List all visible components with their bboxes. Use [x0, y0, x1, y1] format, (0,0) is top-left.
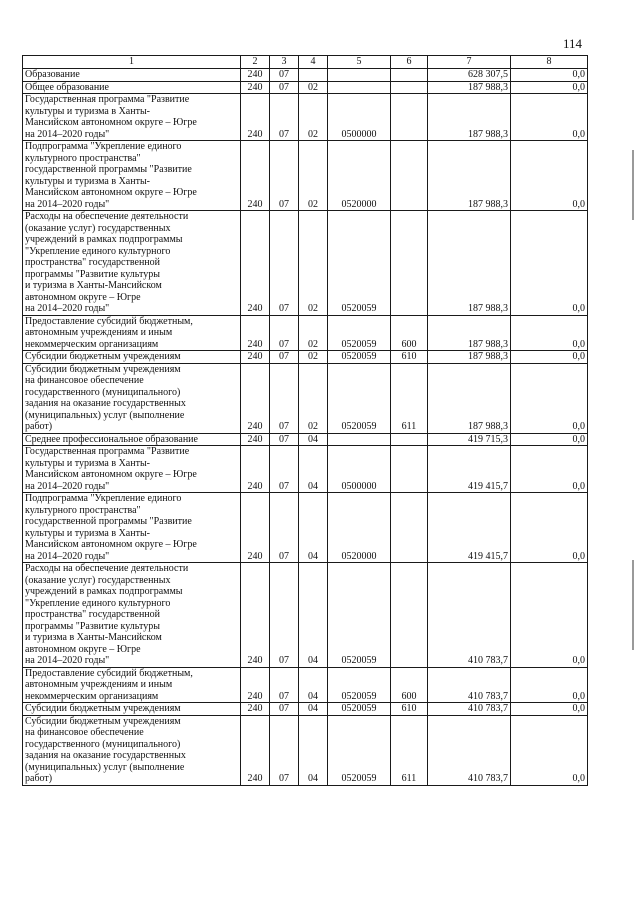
row-target-article: 0520059 — [328, 563, 391, 668]
row-change: 0,0 — [511, 94, 588, 141]
row-subsection: 04 — [299, 493, 328, 563]
row-code: 240 — [241, 94, 270, 141]
row-subsection — [299, 69, 328, 82]
row-subsection: 04 — [299, 667, 328, 703]
page-number: 114 — [563, 36, 583, 51]
row-name: Государственная программа "Развитие культуры и туризма в Ханты- Мансийском автономном округе – Югре на 2014–2020 годы" — [23, 446, 241, 493]
row-subsection: 02 — [299, 211, 328, 316]
row-code: 240 — [241, 446, 270, 493]
row-name: Подпрограмма "Укрепление единого культурного пространства" государственной программы "Развитие культуры и туризма в Ханты- Мансийском автономном округе – Югре на 2014–2020 годы" — [23, 141, 241, 211]
row-section: 07 — [270, 141, 299, 211]
row-target-article: 0520000 — [328, 141, 391, 211]
row-amount: 419 715,3 — [428, 433, 511, 446]
row-code: 240 — [241, 315, 270, 351]
row-target-article: 0520059 — [328, 667, 391, 703]
row-amount: 187 988,3 — [428, 81, 511, 94]
table-row — [23, 667, 588, 703]
row-change: 0,0 — [511, 493, 588, 563]
row-change: 0,0 — [511, 563, 588, 668]
row-expense-type — [391, 69, 428, 82]
row-name: Субсидии бюджетным учреждениям — [23, 351, 241, 364]
row-code: 240 — [241, 667, 270, 703]
row-target-article: 0520059 — [328, 715, 391, 785]
row-expense-type — [391, 94, 428, 141]
row-amount: 187 988,3 — [428, 94, 511, 141]
row-expense-type: 611 — [391, 363, 428, 433]
row-expense-type: 610 — [391, 703, 428, 716]
table-row — [23, 563, 588, 668]
row-code: 240 — [241, 211, 270, 316]
row-section: 07 — [270, 446, 299, 493]
table-row — [23, 81, 588, 94]
row-expense-type: 611 — [391, 715, 428, 785]
header-cell: 7 — [428, 56, 511, 69]
table-row — [23, 433, 588, 446]
row-code: 240 — [241, 141, 270, 211]
row-amount: 419 415,7 — [428, 493, 511, 563]
header-cell: 2 — [241, 56, 270, 69]
header-row — [23, 56, 588, 69]
row-amount: 410 783,7 — [428, 715, 511, 785]
row-target-article: 0520059 — [328, 363, 391, 433]
row-expense-type: 610 — [391, 351, 428, 364]
row-target-article: 0500000 — [328, 446, 391, 493]
row-code: 240 — [241, 563, 270, 668]
row-code: 240 — [241, 703, 270, 716]
row-change: 0,0 — [511, 363, 588, 433]
row-expense-type — [391, 446, 428, 493]
row-change: 0,0 — [511, 715, 588, 785]
row-amount: 187 988,3 — [428, 363, 511, 433]
row-subsection: 02 — [299, 141, 328, 211]
row-section: 07 — [270, 94, 299, 141]
row-section: 07 — [270, 493, 299, 563]
row-name: Образование — [23, 69, 241, 82]
row-amount: 187 988,3 — [428, 211, 511, 316]
row-expense-type — [391, 563, 428, 668]
row-code: 240 — [241, 493, 270, 563]
row-code: 240 — [241, 351, 270, 364]
budget-table — [22, 55, 588, 786]
row-amount: 419 415,7 — [428, 446, 511, 493]
row-amount: 187 988,3 — [428, 315, 511, 351]
row-name: Общее образование — [23, 81, 241, 94]
row-name: Подпрограмма "Укрепление единого культурного пространства" государственной программы "Развитие культуры и туризма в Ханты- Мансийском автономном округе – Югре на 2014–2020 годы" — [23, 493, 241, 563]
row-expense-type — [391, 81, 428, 94]
row-name: Расходы на обеспечение деятельности (оказание услуг) государственных учреждений в рамках подпрограммы "Укрепление единого культурного пространства" государственной программы "Развитие культуры и туризма в Ханты-Мансийском автономном округе – Югре на 2014–2020 годы" — [23, 563, 241, 668]
row-section: 07 — [270, 563, 299, 668]
row-target-article — [328, 433, 391, 446]
row-change: 0,0 — [511, 141, 588, 211]
row-section: 07 — [270, 81, 299, 94]
row-name: Субсидии бюджетным учреждениям — [23, 703, 241, 716]
row-target-article: 0520059 — [328, 315, 391, 351]
row-change: 0,0 — [511, 351, 588, 364]
row-section: 07 — [270, 433, 299, 446]
row-section: 07 — [270, 211, 299, 316]
table-row — [23, 211, 588, 316]
row-code: 240 — [241, 363, 270, 433]
row-change: 0,0 — [511, 667, 588, 703]
row-subsection: 04 — [299, 715, 328, 785]
row-code: 240 — [241, 69, 270, 82]
table-row — [23, 69, 588, 82]
row-expense-type — [391, 433, 428, 446]
row-section: 07 — [270, 315, 299, 351]
row-amount: 410 783,7 — [428, 667, 511, 703]
table-row — [23, 351, 588, 364]
row-change: 0,0 — [511, 69, 588, 82]
row-amount: 187 988,3 — [428, 351, 511, 364]
row-section: 07 — [270, 69, 299, 82]
row-name: Субсидии бюджетным учреждениям на финансовое обеспечение государственного (муниципального) задания на оказание государственных (муниципальных) услуг (выполнение работ) — [23, 363, 241, 433]
row-expense-type — [391, 493, 428, 563]
scan-edge-mark — [632, 560, 634, 650]
row-name: Субсидии бюджетным учреждениям на финансовое обеспечение государственного (муниципального) задания на оказание государственных (муниципальных) услуг (выполнение работ) — [23, 715, 241, 785]
row-change: 0,0 — [511, 703, 588, 716]
table-row — [23, 446, 588, 493]
row-target-article — [328, 81, 391, 94]
row-change: 0,0 — [511, 433, 588, 446]
row-target-article: 0520000 — [328, 493, 391, 563]
row-subsection: 02 — [299, 351, 328, 364]
row-change: 0,0 — [511, 315, 588, 351]
table-row — [23, 715, 588, 785]
row-subsection: 04 — [299, 446, 328, 493]
table-body — [23, 69, 588, 786]
row-expense-type — [391, 141, 428, 211]
row-expense-type: 600 — [391, 667, 428, 703]
table-row — [23, 493, 588, 563]
row-amount: 187 988,3 — [428, 141, 511, 211]
row-code: 240 — [241, 715, 270, 785]
row-subsection: 02 — [299, 315, 328, 351]
row-name: Предоставление субсидий бюджетным, автономным учреждениям и иным некоммерческим организациям — [23, 667, 241, 703]
row-amount: 410 783,7 — [428, 703, 511, 716]
table-row — [23, 94, 588, 141]
header-cell: 5 — [328, 56, 391, 69]
row-name: Расходы на обеспечение деятельности (оказание услуг) государственных учреждений в рамках подпрограммы "Укрепление единого культурного пространства" государственной программы "Развитие культуры и туризма в Ханты-Мансийском автономном округе – Югре на 2014–2020 годы" — [23, 211, 241, 316]
row-section: 07 — [270, 715, 299, 785]
row-subsection: 02 — [299, 363, 328, 433]
row-target-article: 0520059 — [328, 211, 391, 316]
header-cell: 6 — [391, 56, 428, 69]
row-code: 240 — [241, 81, 270, 94]
table-row — [23, 315, 588, 351]
row-section: 07 — [270, 351, 299, 364]
row-subsection: 04 — [299, 563, 328, 668]
table-header — [23, 56, 588, 69]
header-cell: 1 — [23, 56, 241, 69]
row-section: 07 — [270, 703, 299, 716]
scan-edge-mark — [632, 150, 634, 220]
row-change: 0,0 — [511, 446, 588, 493]
row-subsection: 02 — [299, 81, 328, 94]
row-expense-type — [391, 211, 428, 316]
row-target-article: 0500000 — [328, 94, 391, 141]
row-section: 07 — [270, 363, 299, 433]
row-change: 0,0 — [511, 81, 588, 94]
row-section: 07 — [270, 667, 299, 703]
row-target-article: 0520059 — [328, 703, 391, 716]
row-code: 240 — [241, 433, 270, 446]
row-subsection: 04 — [299, 703, 328, 716]
header-cell: 4 — [299, 56, 328, 69]
row-name: Предоставление субсидий бюджетным, автономным учреждениям и иным некоммерческим организациям — [23, 315, 241, 351]
table-row — [23, 141, 588, 211]
row-target-article — [328, 69, 391, 82]
table-row — [23, 363, 588, 433]
table-row — [23, 703, 588, 716]
row-subsection: 04 — [299, 433, 328, 446]
row-subsection: 02 — [299, 94, 328, 141]
row-target-article: 0520059 — [328, 351, 391, 364]
row-amount: 410 783,7 — [428, 563, 511, 668]
header-cell: 8 — [511, 56, 588, 69]
row-expense-type: 600 — [391, 315, 428, 351]
row-amount: 628 307,5 — [428, 69, 511, 82]
row-name: Среднее профессиональное образование — [23, 433, 241, 446]
header-cell: 3 — [270, 56, 299, 69]
row-name: Государственная программа "Развитие культуры и туризма в Ханты- Мансийском автономном округе – Югре на 2014–2020 годы" — [23, 94, 241, 141]
row-change: 0,0 — [511, 211, 588, 316]
